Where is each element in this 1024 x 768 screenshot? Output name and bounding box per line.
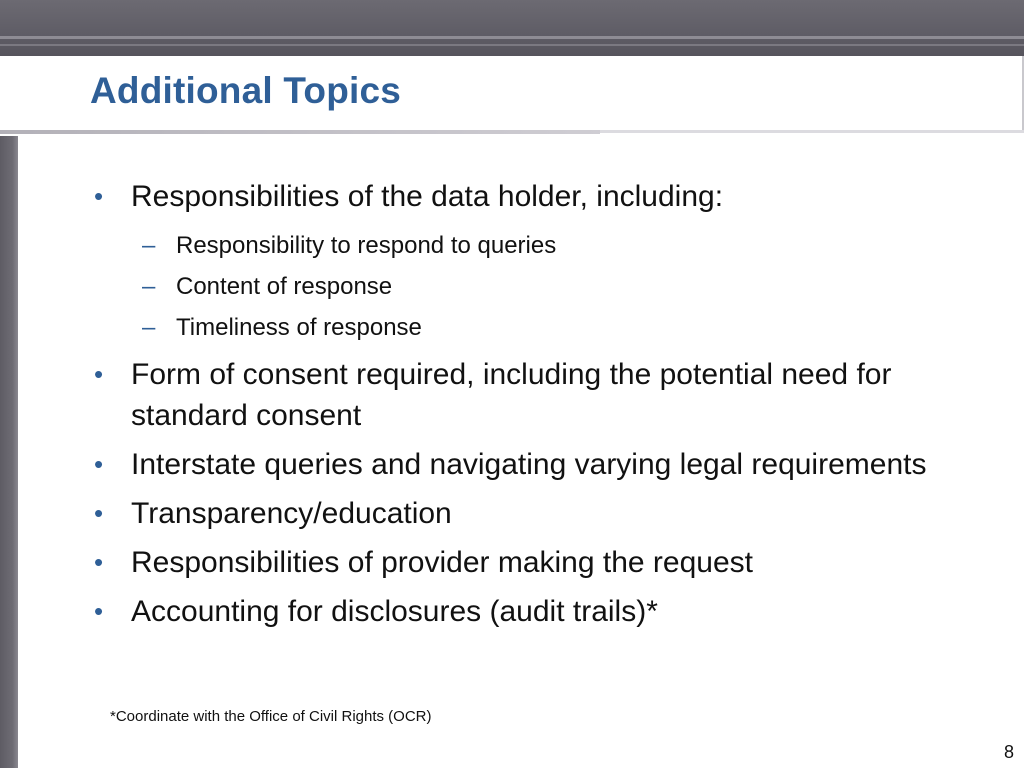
bullet-marker: • <box>94 498 104 528</box>
bullet-item <box>90 493 970 534</box>
sub-bullet-marker: – <box>142 314 156 341</box>
footnote: *Coordinate with the Office of Civil Rights (OCR) <box>110 708 432 725</box>
bullet-marker: • <box>94 359 104 389</box>
banner-stripe <box>0 36 1024 39</box>
title-divider-right <box>600 130 1024 133</box>
banner-stripe <box>0 44 1024 46</box>
bullet-text: Responsibilities of provider making the request <box>131 546 753 579</box>
bullet-list <box>90 176 970 640</box>
sub-bullet-item <box>90 225 970 266</box>
bullet-marker: • <box>94 547 104 577</box>
bullet-item <box>90 542 970 583</box>
bullet-marker: • <box>94 449 104 479</box>
bullet-text: Responsibilities of the data holder, including: <box>131 180 724 213</box>
bullet-text: Transparency/education <box>131 497 452 530</box>
sub-bullet-text: Timeliness of response <box>176 314 422 341</box>
bullet-text: Form of consent required, including the potential need for standard consent <box>131 358 892 432</box>
top-banner <box>0 0 1024 56</box>
bullet-marker: • <box>94 596 104 626</box>
sub-bullet-text: Content of response <box>176 273 393 300</box>
slide-title: Additional Topics <box>90 70 402 111</box>
left-band <box>0 136 18 768</box>
page-number: 8 <box>1003 742 1014 762</box>
bullet-text: Accounting for disclosures (audit trails)* <box>131 595 658 628</box>
sub-bullet-marker: – <box>142 232 156 259</box>
sub-bullet-list <box>90 225 970 348</box>
bullet-item <box>90 591 970 632</box>
bullet-marker: • <box>94 181 104 211</box>
bullet-text: Interstate queries and navigating varying legal requirements <box>131 448 927 481</box>
sub-bullet-item <box>90 307 970 348</box>
bullet-item <box>90 176 970 217</box>
sub-bullet-marker: – <box>142 273 156 300</box>
sub-bullet-item <box>90 266 970 307</box>
sub-bullet-text: Responsibility to respond to queries <box>176 232 557 259</box>
bullet-item <box>90 444 970 485</box>
title-divider <box>0 130 600 134</box>
bullet-item <box>90 354 970 436</box>
